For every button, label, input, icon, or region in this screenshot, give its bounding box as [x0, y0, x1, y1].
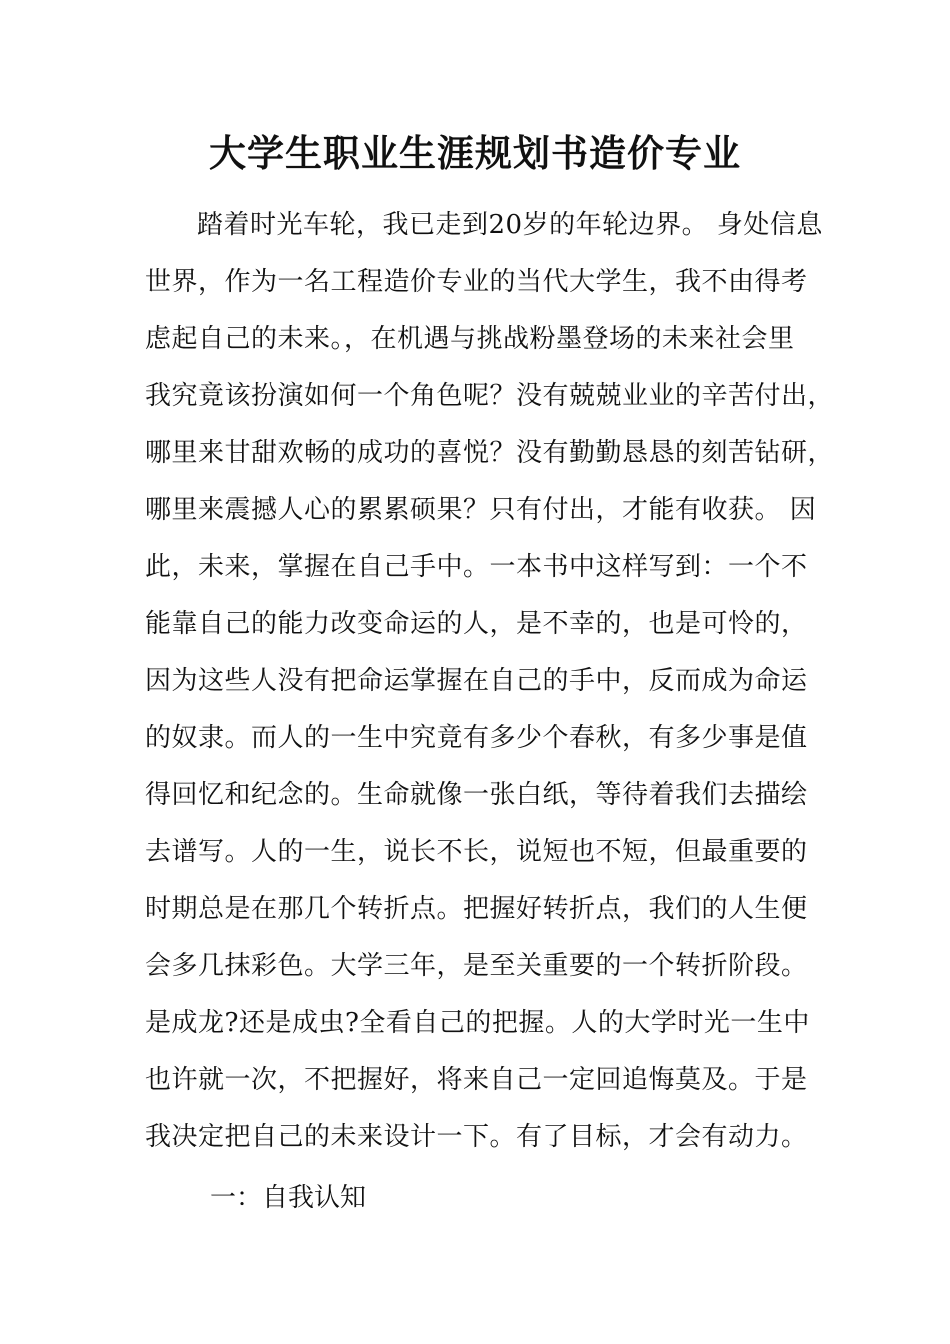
paragraph-line: 是成龙?还是成虫?全看自己的把握。人的大学时光一生中	[145, 1008, 810, 1038]
paragraph-line: 我究竟该扮演如何一个角色呢？没有兢兢业业的辛苦付出，	[145, 381, 835, 411]
paragraph-line: 虑起自己的未来。，在机遇与挑战粉墨登场的未来社会里	[145, 324, 795, 354]
paragraph-line: 去谱写。人的一生，说长不长，说短也不短，但最重要的	[145, 837, 808, 867]
body-paragraph	[145, 197, 835, 1166]
paragraph-line: 会多几抹彩色。大学三年，是至关重要的一个转折阶段。	[145, 951, 808, 981]
paragraph-line: 得回忆和纪念的。生命就像一张白纸，等待着我们去描绘	[145, 780, 808, 810]
paragraph-line: 我决定把自己的未来设计一下。有了目标，才会有动力。	[145, 1122, 808, 1152]
paragraph-line: 世界，作为一名工程造价专业的当代大学生，我不由得考	[145, 267, 808, 297]
paragraph-line: 因为这些人没有把命运掌握在自己的手中，反而成为命运	[145, 666, 808, 696]
paragraph-line: 也许就一次，不把握好，将来自己一定回追悔莫及。于是	[145, 1065, 808, 1095]
paragraph-line: 踏着时光车轮，我已走到20岁的年轮边界。 身处信息	[197, 210, 823, 240]
paragraph-line: 哪里来甘甜欢畅的成功的喜悦？没有勤勤恳恳的刻苦钻研，	[145, 438, 835, 468]
document-title: 大学生职业生涯规划书造价专业	[209, 131, 741, 175]
paragraph-line: 能靠自己的能力改变命运的人，是不幸的，也是可怜的，	[145, 609, 808, 639]
paragraph-line: 的奴隶。而人的一生中究竟有多少个春秋，有多少事是值	[145, 723, 808, 753]
paragraph-line: 哪里来震撼人心的累累硕果？只有付出，才能有收获。 因	[145, 495, 817, 525]
section-heading: 一：自我认知	[210, 1183, 367, 1213]
paragraph-line: 时期总是在那几个转折点。把握好转折点，我们的人生便	[145, 894, 808, 924]
paragraph-line: 此，未来，掌握在自己手中。一本书中这样写到：一个不	[145, 552, 808, 582]
